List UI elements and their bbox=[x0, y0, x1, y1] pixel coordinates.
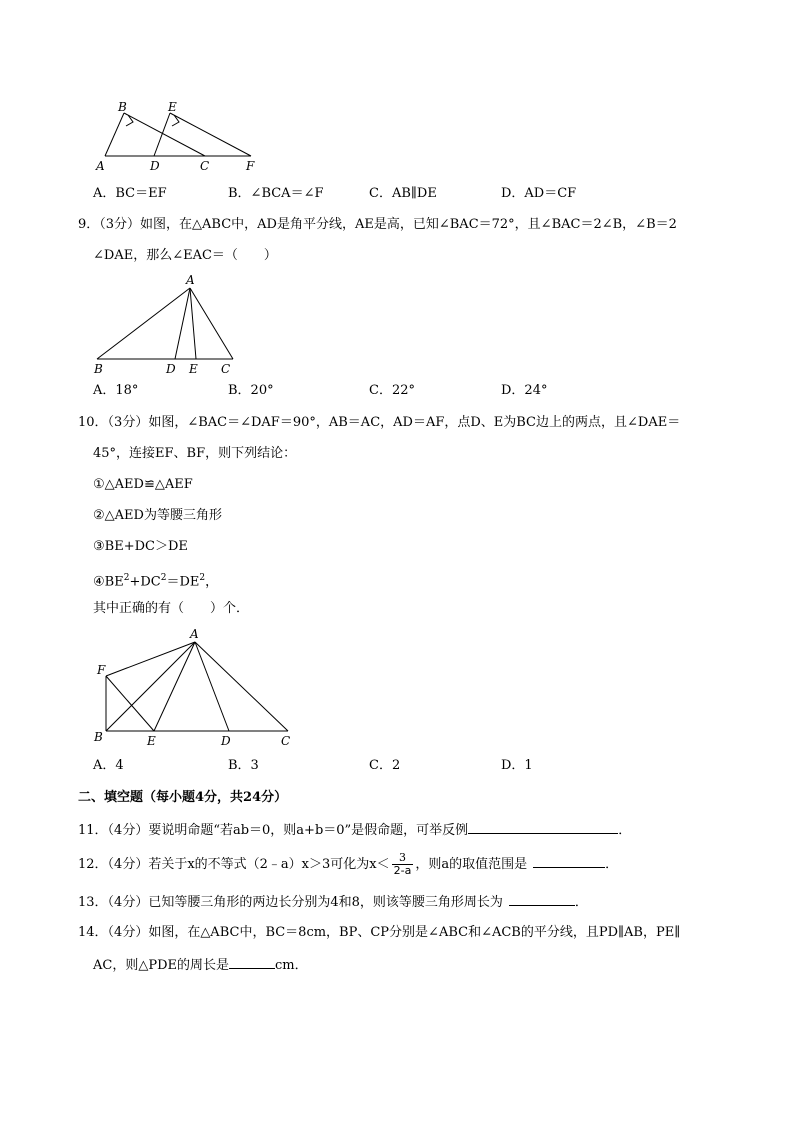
q10-option-c: C．2 bbox=[369, 758, 401, 773]
q14-text-b: cm． bbox=[275, 958, 308, 973]
q10-label-B: B bbox=[94, 730, 103, 744]
q10-option-b: B．3 bbox=[228, 758, 259, 773]
q8-label-D: D bbox=[150, 159, 160, 173]
q12-end: ． bbox=[605, 857, 619, 872]
q9-label-A: A bbox=[186, 273, 195, 287]
q9-label-D: D bbox=[166, 362, 176, 376]
q10-c4-sup1: 2 bbox=[123, 573, 130, 583]
q10-label-F: F bbox=[97, 663, 106, 677]
q10-c4-sup3: 2 bbox=[199, 573, 206, 583]
q13-end: ． bbox=[574, 895, 588, 910]
q9-text-line1: 9．（3分）如图，在△ABC中，AD是角平分线，AE是高，已知∠BAC＝72°，且∠BAC＝2∠B，∠B＝2 bbox=[78, 217, 677, 232]
q10-c4-part-a: ④BE bbox=[93, 574, 124, 590]
q10-conclusion-1: ①△AED≌△AEF bbox=[93, 477, 193, 492]
q10-conclusion-2: ②△AED为等腰三角形 bbox=[93, 508, 222, 523]
section2-title: 二、填空题（每小题4分，共24分） bbox=[78, 790, 288, 805]
q14-text-line1: 14．（4分）如图，在△ABC中，BC＝8cm，BP、CP分别是∠ABC和∠ACB的平分线，且PD∥AB，PE∥ bbox=[78, 925, 681, 940]
q10-text-line1: 10．（3分）如图，∠BAC＝∠DAF＝90°，AB＝AC，AD＝AF，点D、E为BC边上的两点，且∠DAE＝ bbox=[78, 415, 681, 430]
q13-row bbox=[78, 893, 588, 911]
q10-text-line2: 45°，连接EF、BF，则下列结论： bbox=[93, 446, 297, 461]
q9-option-b: B．20° bbox=[228, 383, 274, 398]
q8-option-a: A．BC＝EF bbox=[93, 186, 167, 201]
q10-c4-part-b: +DC bbox=[129, 574, 161, 590]
q9-option-c: C．22° bbox=[369, 383, 415, 398]
q11-row bbox=[78, 821, 631, 839]
q8-label-E: E bbox=[168, 100, 177, 114]
q9-label-B: B bbox=[94, 362, 103, 376]
q13-answer-blank[interactable] bbox=[509, 893, 575, 906]
q8-option-c: C．AB∥DE bbox=[369, 186, 437, 201]
q10-c4-sup2: 2 bbox=[160, 573, 167, 583]
q11-end: ． bbox=[618, 823, 632, 838]
q9-text-line2: ∠DAE，那么∠EAC＝（ ） bbox=[93, 248, 277, 263]
q10-question: 其中正确的有（ ）个． bbox=[93, 601, 250, 616]
q8-label-F: F bbox=[246, 159, 255, 173]
q9-label-E: E bbox=[189, 362, 198, 376]
q12-fraction-numerator: 3 bbox=[392, 852, 414, 865]
q9-label-C: C bbox=[221, 362, 231, 376]
q13-text: 13．（4分）已知等腰三角形的两边长分别为4和8，则该等腰三角形周长为 bbox=[78, 895, 503, 910]
q10-label-C: C bbox=[281, 734, 291, 748]
q8-label-B: B bbox=[118, 100, 127, 114]
q8-label-A: A bbox=[96, 159, 105, 173]
q12-row bbox=[78, 852, 618, 877]
q11-text: 11．（4分）要说明命题“若ab＝0，则a+b＝0”是假命题，可举反例 bbox=[78, 823, 469, 838]
q10-conclusion-3: ③BE+DC＞DE bbox=[93, 539, 188, 554]
q12-answer-blank[interactable] bbox=[533, 855, 605, 868]
q9-option-a: A．18° bbox=[93, 383, 139, 398]
q12-text-b: ，则a的取值范围是 bbox=[415, 857, 528, 872]
q12-fraction-denominator: 2-a bbox=[393, 864, 412, 877]
q12-fraction bbox=[392, 852, 414, 877]
q14-row2 bbox=[93, 956, 308, 974]
q10-c4-part-c: ＝DE bbox=[166, 574, 200, 590]
q10-label-E: E bbox=[147, 734, 156, 748]
q10-label-A: A bbox=[190, 627, 199, 641]
q12-text-a: 12．（4分）若关于x的不等式（2﹣a）x＞3可化为x＜ bbox=[78, 857, 390, 872]
q9-option-d: D．24° bbox=[501, 383, 548, 398]
q10-option-a: A．4 bbox=[93, 758, 124, 773]
q11-answer-blank[interactable] bbox=[468, 821, 618, 834]
q10-label-D: D bbox=[221, 734, 231, 748]
q14-answer-blank[interactable] bbox=[229, 956, 275, 969]
q10-c4-part-d: ， bbox=[205, 574, 219, 590]
q8-option-b: B．∠BCA＝∠F bbox=[228, 186, 324, 201]
q10-option-d: D．1 bbox=[501, 758, 533, 773]
q14-text-a: AC，则△PDE的周长是 bbox=[93, 958, 229, 973]
q8-option-d: D．AD＝CF bbox=[501, 186, 577, 201]
q8-label-C: C bbox=[200, 159, 210, 173]
